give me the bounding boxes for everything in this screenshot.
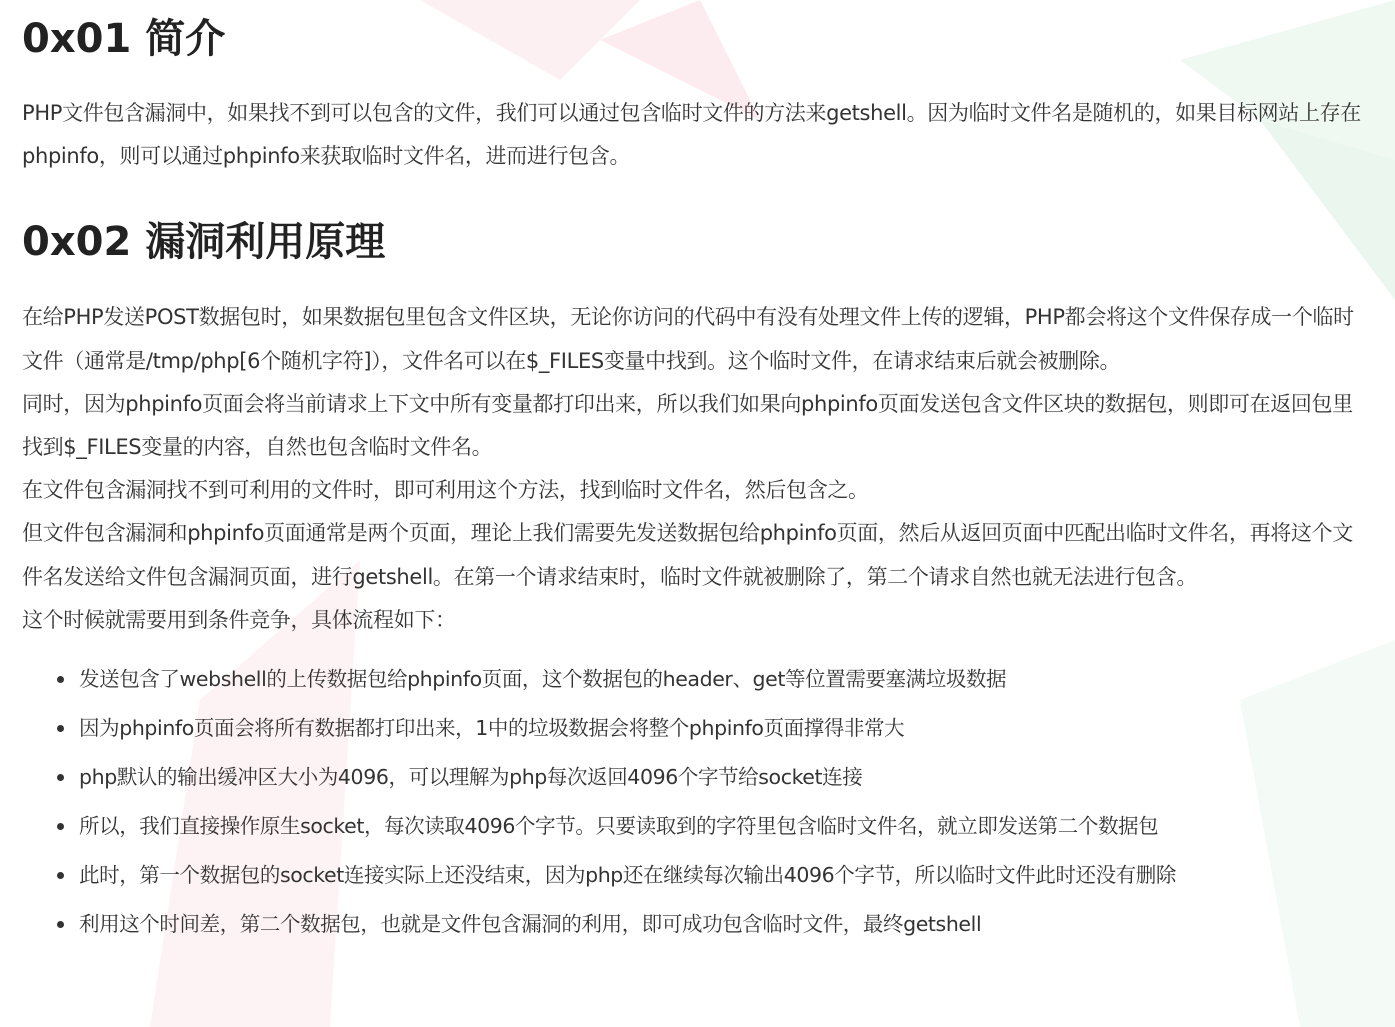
principle-paragraph-4: 但文件包含漏洞和phpinfo页面通常是两个页面，理论上我们需要先发送数据包给phpinfo页面，然后从返回页面中匹配出临时文件名，再将这个文件名发送给文件包含漏洞页面，进行getshell。在第一个请求结束时，临时文件就被删除了，第二个请求自然也就无法进行包含。: [22, 521, 1353, 589]
list-item: [22, 753, 1373, 802]
bullet-icon: [57, 921, 64, 928]
bullet-icon: [57, 676, 64, 683]
list-item: [22, 900, 1373, 949]
bullet-icon: [57, 725, 64, 732]
principle-paragraph-2: 同时，因为phpinfo页面会将当前请求上下文中所有变量都打印出来，所以我们如果向phpinfo页面发送包含文件区块的数据包，则即可在返回包里找到$_FILES变量的内容，自然也包含临时文件名。: [22, 391, 1353, 460]
principle-paragraph-3: 在文件包含漏洞找不到可利用的文件时，即可利用这个方法，找到临时文件名，然后包含之。: [22, 478, 869, 503]
intro-paragraph: PHP文件包含漏洞中，如果找不到可以包含的文件，我们可以通过包含临时文件的方法来getshell。因为临时文件名是随机的，如果目标网站上存在phpinfo，则可以通过phpinfo来获取临时文件名，进而进行包含。: [22, 101, 1361, 169]
list-item: [22, 802, 1373, 851]
list-item-text: 发送包含了webshell的上传数据包给phpinfo页面，这个数据包的header、get等位置需要塞满垃圾数据: [79, 667, 1007, 692]
race-condition-steps-list: [22, 655, 1373, 949]
list-item-text: 利用这个时间差，第二个数据包，也就是文件包含漏洞的利用，即可成功包含临时文件，最终getshell: [79, 912, 982, 937]
bullet-icon: [57, 774, 64, 781]
list-item-text: 此时，第一个数据包的socket连接实际上还没结束，因为php还在继续每次输出4096个字节，所以临时文件此时还没有删除: [79, 863, 1176, 888]
list-item: [22, 851, 1373, 900]
list-item: [22, 704, 1373, 753]
principle-paragraph-1: 在给PHP发送POST数据包时，如果数据包里包含文件区块，无论你访问的代码中有没有处理文件上传的逻辑，PHP都会将这个文件保存成一个临时文件（通常是/tmp/php[6个随机字符]），文件名可以在$_FILES变量中找到。这个临时文件，在请求结束后就会被删除。: [22, 305, 1354, 373]
list-item-text: 所以，我们直接操作原生socket，每次读取4096个字节。只要读取到的字符里包含临时文件名，就立即发送第二个数据包: [79, 814, 1159, 839]
section-heading-intro: 0x01 简介: [22, 16, 226, 62]
list-item-text: php默认的输出缓冲区大小为4096，可以理解为php每次返回4096个字节给socket连接: [79, 765, 863, 790]
list-item-text: 因为phpinfo页面会将所有数据都打印出来，1中的垃圾数据会将整个phpinfo页面撑得非常大: [79, 716, 905, 741]
principle-paragraph-5: 这个时候就需要用到条件竞争，具体流程如下：: [22, 607, 456, 632]
bullet-icon: [57, 823, 64, 830]
section-heading-principle: 0x02 漏洞利用原理: [22, 219, 386, 266]
bullet-icon: [57, 872, 64, 879]
list-item: [22, 655, 1373, 704]
